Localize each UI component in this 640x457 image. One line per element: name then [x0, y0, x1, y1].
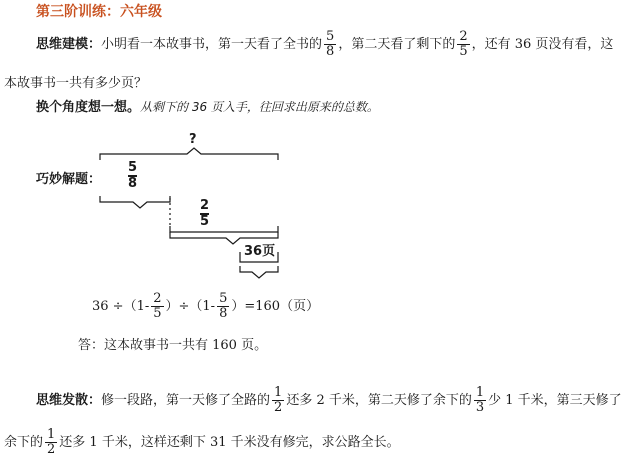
extension-line2-b: 还多 1 千米，这样还剩下 31 千米没有修完，求公路全长。: [59, 435, 400, 450]
denominator: 3: [475, 400, 485, 415]
extension-line-2: [4, 428, 400, 457]
extension-text-c: 少 1 千米，第三天修了: [488, 393, 622, 408]
numerator: 5: [128, 160, 138, 175]
numerator: 2: [153, 291, 162, 306]
total-brace: [100, 148, 278, 160]
numerator: 1: [274, 385, 283, 400]
extension-fraction-2: [474, 386, 486, 415]
solution-equation: [92, 292, 319, 321]
solution-diagram-label: 巧妙解题：: [36, 172, 102, 187]
segment1-fraction: [128, 161, 137, 191]
problem-text-b: ，第二天看了剩下的: [338, 37, 456, 52]
problem-text-a: 小明看一本故事书，第一天看了全书的: [101, 37, 323, 52]
problem-label: 思维建模：: [36, 37, 102, 52]
answer-line: 答：这本故事书一共有 160 页。: [78, 338, 268, 353]
extension-text-b: 还多 2 千米，第二天修了余下的: [286, 393, 472, 408]
segment3-brace: [240, 266, 278, 278]
numerator: 1: [47, 427, 56, 442]
extension-line-1: [36, 386, 622, 415]
extension-text-a: 修一段路，第一天修了全路的: [101, 393, 271, 408]
equation-suffix: ）=160（页）: [231, 299, 320, 314]
numerator: 5: [326, 29, 335, 44]
denominator: 2: [274, 400, 283, 415]
denominator: 2: [47, 442, 56, 457]
section-title: 第三阶训练：六年级: [36, 4, 162, 20]
segment2-fraction: [200, 199, 209, 229]
problem-line-2: 本故事书一共有多少页？: [4, 76, 148, 91]
extension-line2-a: 余下的: [4, 435, 44, 450]
segment3-label: 36页: [244, 244, 276, 259]
denominator: 8: [326, 44, 335, 59]
equation-prefix: 36 ÷（1-: [92, 299, 150, 314]
extension-label: 思维发散：: [36, 393, 102, 408]
equation-fraction-1: [151, 292, 163, 321]
numerator: 2: [200, 198, 210, 213]
hint-text: 从剩下的 36 页入手，往回求出原来的总数。: [140, 100, 379, 114]
extension-fraction-1: [272, 386, 284, 415]
denominator: 5: [153, 306, 162, 321]
numerator: 5: [219, 291, 228, 306]
numerator: 1: [475, 385, 485, 400]
denominator: 8: [219, 306, 228, 321]
equation-mid: ）÷（1-: [165, 299, 216, 314]
remaining-brace-top: [170, 226, 278, 232]
equation-fraction-2: [217, 292, 229, 321]
denominator: 8: [128, 176, 138, 191]
hint-label: 换个角度想一想。: [36, 100, 141, 115]
extension-fraction-3: [45, 428, 57, 457]
denominator: 5: [459, 44, 468, 59]
question-mark: ?: [189, 132, 197, 147]
denominator: 5: [200, 214, 210, 229]
numerator: 2: [459, 29, 468, 44]
problem-text-c: ，还有 36 页没有看，这: [471, 37, 614, 52]
segment1-brace: [100, 196, 170, 208]
